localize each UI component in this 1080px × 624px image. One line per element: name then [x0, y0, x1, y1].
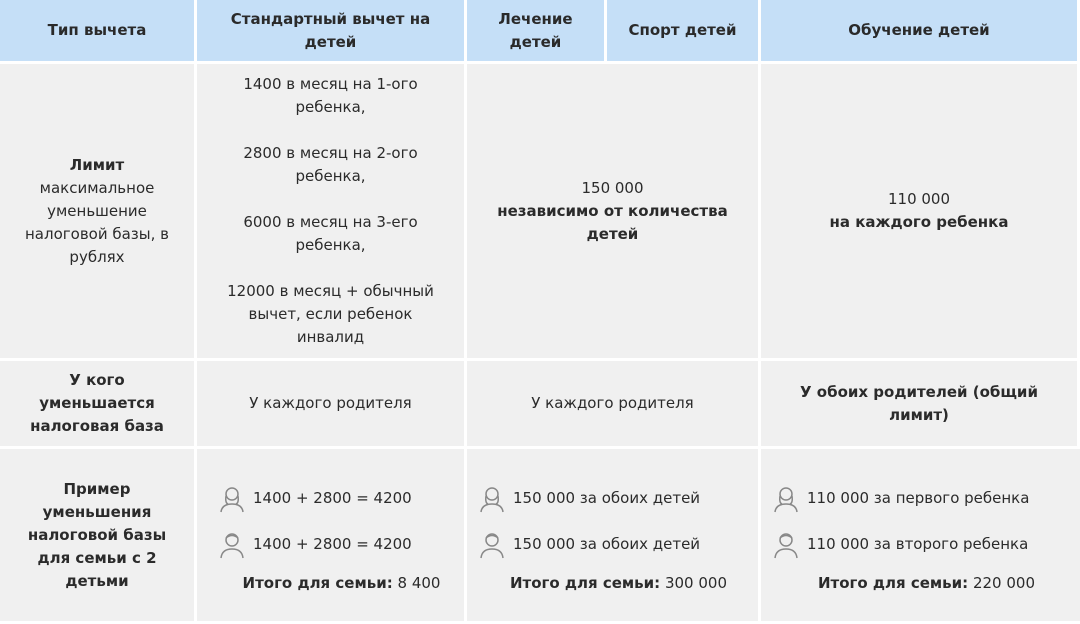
who-label: У кого уменьшается налоговая база	[0, 361, 197, 449]
who-standard: У каждого родителя	[197, 361, 467, 449]
example-label: Пример уменьшения налоговой базы для семьи с 2 детьми	[0, 449, 197, 624]
man-icon	[219, 531, 245, 559]
header-education: Обучение детей	[761, 0, 1080, 64]
limit-label-desc: максимальное уменьшение налоговой базы, в рублях	[25, 178, 169, 266]
who-medical-sport: У каждого родителя	[467, 361, 761, 449]
man-icon	[773, 531, 799, 559]
example-standard-total: Итого для семьи: 8 400	[242, 573, 441, 592]
example-education	[761, 449, 1080, 624]
woman-icon	[219, 485, 245, 513]
limit-standard	[197, 64, 467, 361]
limit-medical-sport-value: 150 000	[581, 178, 644, 197]
header-deduction-type: Тип вычета	[0, 0, 197, 64]
limit-label-title: Лимит	[69, 155, 125, 174]
example-medical-sport-line-2: 150 000 за обоих детей	[479, 522, 700, 568]
limit-education	[761, 64, 1080, 361]
limit-standard-1: 1400 в месяц на 1-ого ребенка,	[243, 75, 418, 116]
who-education: У обоих родителей (общий лимит)	[761, 361, 1080, 449]
limit-standard-3: 6000 в месяц на 3-его ребенка,	[243, 213, 418, 254]
limit-education-value: 110 000	[887, 190, 951, 208]
limit-education-note: на каждого ребенка	[829, 213, 1009, 231]
example-standard-line-2: 1400 + 2800 = 4200	[219, 522, 412, 568]
example-medical-sport	[467, 449, 761, 624]
example-standard-line-1: 1400 + 2800 = 4200	[219, 476, 412, 522]
limit-label	[0, 64, 197, 361]
header-standard: Стандартный вычет на детей	[197, 0, 467, 64]
example-medical-sport-line-1: 150 000 за обоих детей	[479, 476, 700, 522]
header-sport: Спорт детей	[607, 0, 761, 64]
example-medical-sport-total: Итого для семьи: 300 000	[509, 573, 727, 592]
limit-medical-sport	[467, 64, 761, 361]
man-icon	[479, 531, 505, 559]
header-medical: Лечение детей	[467, 0, 607, 64]
example-education-line-1: 110 000 за первого ребенка	[773, 476, 1029, 522]
example-education-total: Итого для семьи: 220 000	[817, 573, 1035, 592]
limit-standard-4: 12000 в месяц + обычный вычет, если ребенок инвалид	[227, 282, 434, 346]
limit-standard-2: 2800 в месяц на 2-ого ребенка,	[243, 144, 418, 185]
limit-medical-sport-note: независимо от количества детей	[497, 201, 728, 243]
woman-icon	[773, 485, 799, 513]
example-education-line-2: 110 000 за второго ребенка	[773, 522, 1028, 568]
example-standard	[197, 449, 467, 624]
woman-icon	[479, 485, 505, 513]
